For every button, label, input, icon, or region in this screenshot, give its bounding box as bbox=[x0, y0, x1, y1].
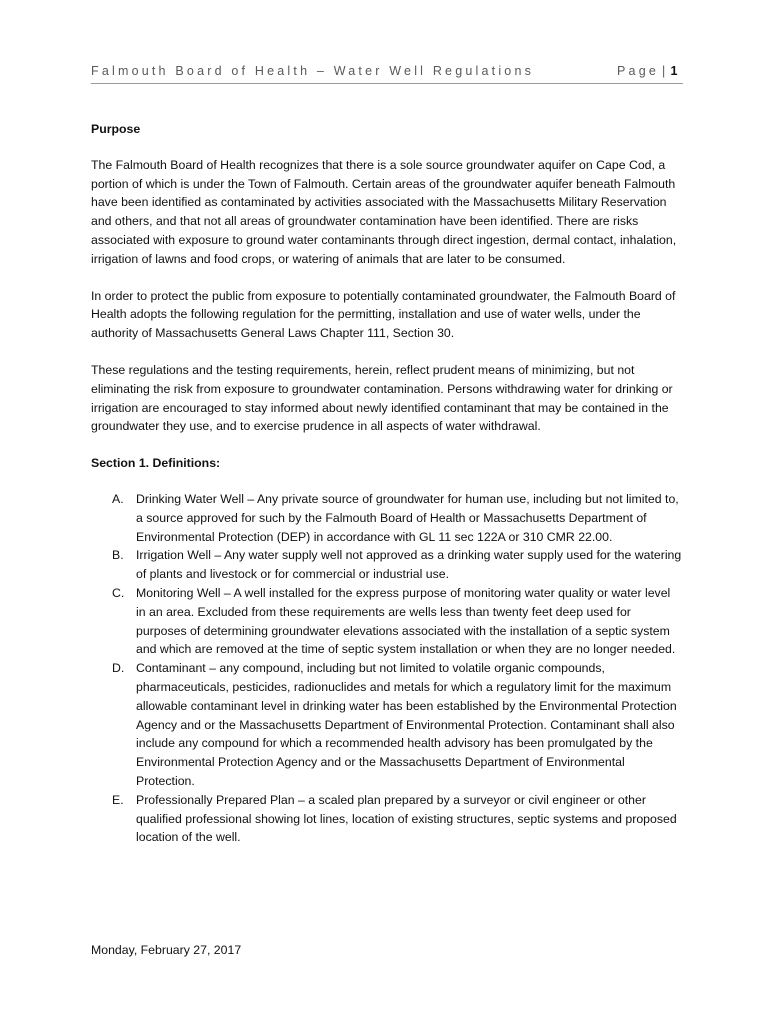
definition-item bbox=[91, 546, 683, 584]
definition-text: Irrigation Well – Any water supply well not approved as a drinking water supply used for the watering of plants and livestock or for commercial or industrial use. bbox=[136, 548, 682, 582]
document-body bbox=[91, 120, 683, 847]
header-rule bbox=[91, 83, 683, 84]
definition-text: Drinking Water Well – Any private source of groundwater for human use, including but not limited to, a source approved for such by the Falmouth Board of Health or Massachusetts Department of Environmental Protection (DEP) in accordance with GL 11 sec 122A or 310 CMR 22.00. bbox=[136, 491, 679, 544]
definition-letter: D. bbox=[112, 661, 125, 676]
definition-letter: C. bbox=[112, 585, 125, 600]
page-indicator bbox=[617, 64, 677, 78]
page-header bbox=[91, 64, 683, 78]
section1-heading: Section 1. Definitions: bbox=[91, 456, 221, 471]
definition-item bbox=[91, 791, 683, 847]
definition-letter: A. bbox=[112, 491, 124, 506]
definition-letter: B. bbox=[112, 548, 124, 563]
definition-item bbox=[91, 659, 683, 791]
definition-item bbox=[91, 584, 683, 659]
purpose-paragraph-2: In order to protect the public from exposure to potentially contaminated groundwater, the Falmouth Board of Health adopts the following regulation for the permitting, installation and use of water wells, under the authority of Massachusetts General Laws Chapter 111, Section 30. bbox=[91, 288, 676, 341]
purpose-paragraph-3: These regulations and the testing requirements, herein, reflect prudent means of minimizing, but not eliminating the risk from exposure to groundwater contamination. Persons withdrawing water for drinking or irrigation are encouraged to stay informed about newly identified contaminant that may be contained in the groundwater they use, and to exercise prudence in all aspects of water withdrawal. bbox=[91, 362, 673, 434]
definition-text: Professionally Prepared Plan – a scaled plan prepared by a surveyor or civil engineer or other qualified professional showing lot lines, location of existing structures, septic systems and proposed location of the well. bbox=[136, 792, 677, 845]
header-title: Falmouth Board of Health – Water Well Regulations bbox=[91, 64, 535, 78]
page-footer-date: Monday, February 27, 2017 bbox=[91, 943, 242, 957]
definition-text: Contaminant – any compound, including but not limited to volatile organic compounds, pharmaceuticals, pesticides, radionuclides and metals for which a regulatory limit for the maximum allowable contaminant level in drinking water has been established by the Environmental Protection Agency and or the Massachusetts Department of Environmental Protection. Contaminant shall also include any compound for which a recommended health advisory has been promulgated by the Environmental Protection Agency and or the Massachusetts Department of Environmental Protection. bbox=[136, 661, 677, 788]
page-separator: | bbox=[662, 64, 669, 78]
definitions-list bbox=[91, 490, 683, 847]
page-number: 1 bbox=[670, 64, 678, 78]
definition-letter: E. bbox=[112, 792, 124, 807]
definition-item bbox=[91, 490, 683, 546]
purpose-paragraph-1: The Falmouth Board of Health recognizes that there is a sole source groundwater aquifer on Cape Cod, a portion of which is under the Town of Falmouth. Certain areas of the groundwater aquifer beneath Falmouth have been identified as contaminated by activities associated with the Massachusetts Military Reservation and others, and that not all areas of groundwater contamination have been identified. There are risks associated with exposure to ground water contaminants through direct ingestion, dermal contact, inhalation, irrigation of lawns and food crops, or watering of animals that are later to be consumed. bbox=[91, 157, 677, 266]
purpose-heading: Purpose bbox=[91, 122, 141, 136]
page-label: Page bbox=[617, 64, 659, 78]
definition-text: Monitoring Well – A well installed for the express purpose of monitoring water quality or water level in an area. Excluded from these requirements are wells less than twenty feet deep used for purposes of determining groundwater elevations associated with the installation of a septic system and which are removed at the time of septic system installation or when they are no longer needed. bbox=[136, 585, 676, 657]
